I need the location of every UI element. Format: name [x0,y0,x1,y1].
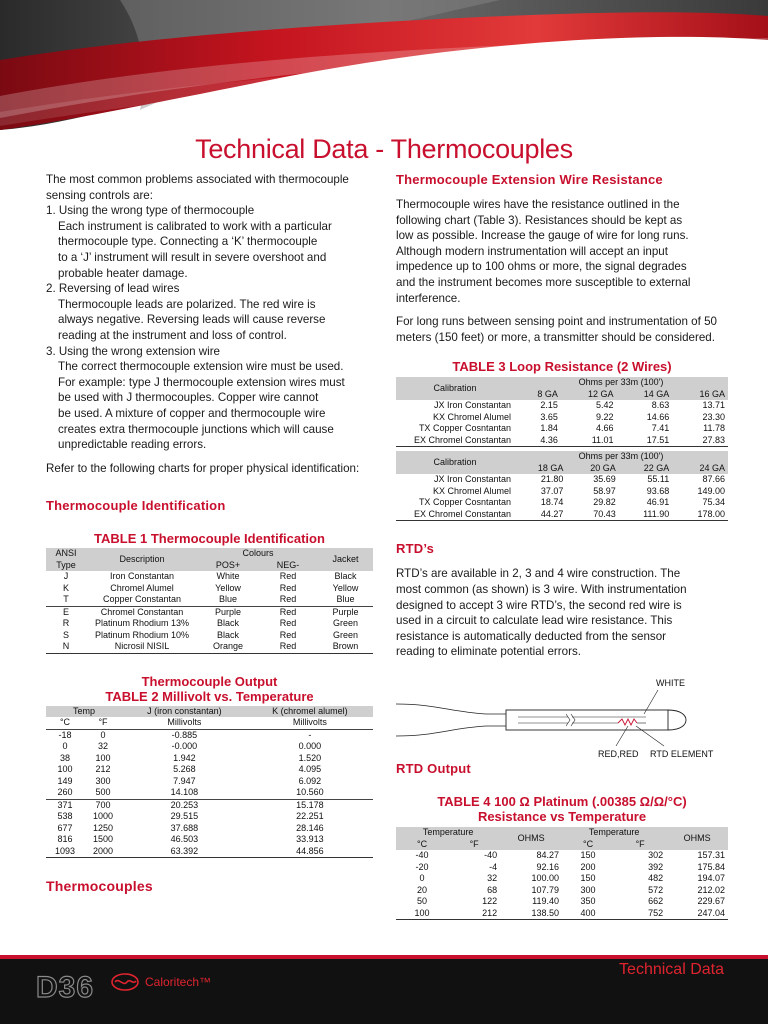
cell: 150 [580,873,596,883]
table-row [46,846,373,858]
table-row [46,583,373,595]
table-row [46,571,373,583]
cell: 29.515 [170,811,199,822]
col-gauge: 16 GA [699,388,725,399]
table-1-identification [46,548,373,654]
cell: Red [279,594,297,605]
cell: 75.34 [702,497,725,508]
cell: 1.520 [298,752,322,763]
rtd-heading: RTD’s [396,541,435,557]
cell: Black [334,571,357,582]
cell: Black [216,618,239,629]
table-3-loop-resistance-a [396,377,728,447]
cell: 9.22 [596,411,614,422]
refer-text: Refer to the following charts for proper physical identification: [46,461,360,475]
cell: 4.66 [596,423,614,434]
col-jacket: Jacket [332,554,359,565]
footer [0,955,768,1024]
cell: 93.68 [646,485,670,496]
table-3-title: TABLE 3 Loop Resistance (2 Wires) [452,359,672,375]
table-3-header-row [396,377,728,389]
table-row [396,862,728,874]
table-row [46,799,373,811]
cell: 149.00 [697,485,725,496]
cell: 260 [57,787,73,798]
cell: 4.095 [298,764,322,775]
text-line: and the instrument becomes more susceptible to external [396,275,691,289]
cell: S [62,629,69,640]
cell: Copper Constantan [102,594,182,605]
cell: 107.79 [531,884,559,895]
problem-2-line: Thermocouple leads are polarized. The red wire is [58,297,316,311]
brand [110,971,211,993]
cell: 46.91 [646,497,670,508]
cell: 150 [580,850,596,860]
cell: 29.82 [593,497,616,508]
table-2-subheader-row [46,717,373,729]
cell: 3.65 [540,411,558,422]
cell: 100 [57,764,73,775]
table-row [396,497,728,509]
cell: Blue [336,594,355,605]
cell: Red [258,641,318,653]
cell: 7.947 [173,775,196,786]
rtd-output-heading: RTD Output [396,761,471,776]
col-ohms: Ohms per 33m (100') [578,377,664,388]
col-temperature-1: Temperature [422,827,474,837]
col-ohms: Ohms per 33m (100') [578,451,664,462]
table-2-title-2: TABLE 2 Millivolt vs. Temperature [105,688,314,704]
cell: 677 [57,822,73,833]
cell: 0 [62,741,68,752]
cell: JX Iron Constantan [433,400,511,411]
cell: 23.30 [702,411,725,422]
cell: 1.84 [540,423,558,434]
cell: 212.02 [697,884,725,895]
table-row [396,474,728,486]
cell: 100 [396,908,448,920]
cell: 1500 [92,834,114,845]
col-calibration: Calibration [433,383,477,394]
cell: 33.913 [296,834,324,845]
cell: Platinum Rhodium 10% [94,629,190,640]
cell: 212 [95,764,111,775]
text-line: impedence up to 100 ohms or more, the signal degrades [396,260,687,274]
col-ohms-2: OHMS [683,832,711,843]
cell: 35.69 [593,474,616,485]
cell: 229.67 [697,896,725,906]
cell: 300 [580,884,596,895]
table-3b-header-row [396,451,728,463]
cell: EX Chromel Constantan [396,435,514,447]
cell: Brown [318,641,373,653]
cell: 2.15 [540,400,558,411]
table-row [396,850,728,862]
cell: 662 [648,896,664,906]
cell: 18.74 [540,497,564,508]
col-f: °F [98,717,108,728]
cell: 27.83 [672,435,728,447]
cell: Purple [198,606,258,618]
col-mv-k: Millivolts [292,717,327,728]
problem-3-line: The correct thermocouple extension wire must be used. [58,360,344,374]
table-1-header-row [46,548,373,560]
brand-name: Caloritech™ [145,975,212,989]
table-row [46,787,373,799]
cell: TX Copper Cosntantan [418,423,511,434]
table-row [396,896,728,908]
cell: 538 [57,811,73,822]
label-rtd-element: RTD ELEMENT [650,749,714,759]
cell: 44.27 [514,509,566,521]
cell: 500 [95,787,111,798]
cell: 111.90 [619,509,673,521]
right-column [396,172,728,660]
cell: 46.503 [170,834,199,845]
cell: 13.71 [702,400,725,411]
table-row [396,435,728,447]
cell: KX Chromel Alumel [432,485,511,496]
cell: 20 [417,884,428,895]
page-number: D36 [36,971,95,1004]
col-description: Description [119,554,165,565]
text-line: interference. [396,291,461,305]
table-row [46,776,373,788]
left-column [46,172,373,894]
problem-1-line: Each instrument is calibrated to work with a particular [58,219,332,233]
label-red-red: RED,RED [598,749,639,759]
cell: R [62,618,70,629]
thermocouples-heading: Thermocouples [46,878,153,895]
problem-1-line: probable heater damage. [58,266,188,280]
problem-1-line: to a ‘J’ instrument will result in severe overshoot and [58,250,327,264]
cell: 300 [95,775,111,786]
cell: 7.41 [651,423,670,434]
col-calibration: Calibration [433,457,477,468]
text-line: used in a circuit to calculate lead wire resistance. This [396,614,673,628]
cell: 1093 [46,846,84,858]
cell: 37.07 [540,485,564,496]
rtd-output-section [396,761,728,920]
cell: EX Chromel Constantan [396,509,514,521]
col-gauge: 20 GA [590,462,616,473]
problem-3-line: creates extra thermocouple junctions which will cause [58,422,334,436]
table-row [396,423,728,435]
cell: 100 [95,752,111,763]
cell: 149 [57,775,73,786]
cell: 22.251 [296,811,324,822]
col-k: K (chromel alumel) [272,705,348,716]
cell: 247.04 [666,908,728,920]
cell: 700 [84,799,122,811]
col-ohms-1: OHMS [517,832,545,843]
problem-1-line: thermocouple type. Connecting a ‘K’ thermocouple [58,235,318,249]
page-title: Technical Data - Thermocouples [195,134,573,164]
table-row [46,630,373,642]
col-gauge: 18 GA [537,462,564,473]
table-2-millivolts [46,706,373,859]
cell: 5.42 [596,400,614,411]
col-temp: Temp [72,705,95,716]
col-c2: °C [582,838,594,849]
text-line: most common (as shown) is 3 wire. With instrumentation [396,582,687,596]
cell: 5.268 [173,764,196,775]
table-row [396,412,728,424]
cell: 194.07 [697,873,725,883]
cell: -18 [46,729,84,741]
problem-3-line: unpredictable reading errors. [58,438,207,452]
col-c: °C [59,717,71,728]
cell: T [63,594,69,605]
cell: 87.66 [702,474,725,485]
table-3-loop-resistance-b [396,451,728,521]
col-gauge: 22 GA [643,462,670,473]
cell: 200 [580,861,596,872]
cell: - [247,729,373,741]
cell: Chromel Constantan [86,606,198,618]
col-gauge: 14 GA [643,388,670,399]
rtd-diagram [396,676,756,761]
cell: 15.178 [247,799,373,811]
cell: Red [279,618,297,629]
cell: 752 [614,908,666,920]
cell: 119.40 [532,896,559,906]
col-neg: NEG- [276,559,300,570]
cell: 37.688 [170,822,199,833]
cell: 55.11 [647,474,670,485]
cell: 212 [448,908,500,920]
table-row [46,753,373,765]
table-row [46,811,373,823]
cell: Black [216,629,239,640]
cell: 21.80 [540,474,564,485]
rtd-probe-drawing [396,676,756,761]
table-row [396,873,728,885]
text-line: meters (150 feet) or more, a transmitter should be considered. [396,330,715,344]
cell: E [46,606,86,618]
text-line: reading to eliminate potential errors. [396,645,581,659]
cell: Purple [318,606,373,618]
cell: -4 [489,861,498,872]
cell: 482 [648,873,664,883]
col-gauge: 12 GA [588,388,614,399]
table-1-title: TABLE 1 Thermocouple Identification [94,531,325,547]
header-banner [0,0,768,130]
problem-2-line: reading at the instrument and loss of control. [58,328,287,342]
cell: 392 [648,861,664,872]
cell: 28.146 [296,822,324,833]
caloritech-logo-icon [110,971,140,993]
table-4-header-row [396,827,728,839]
table-row [46,641,373,653]
cell: Nicrosil NISIL [86,641,198,653]
cell: 157.31 [697,850,725,860]
cell: 14.66 [646,411,670,422]
cell: -20 [415,861,429,872]
intro-text: The most common problems associated with thermocouple sensing controls are: [46,173,349,202]
cell: 50 [417,896,428,906]
cell: Blue [218,594,237,605]
text-line: For long runs between sensing point and instrumentation of 50 [396,315,717,329]
cell: 32 [97,741,108,752]
col-temperature-2: Temperature [588,827,640,837]
cell: 178.00 [672,509,728,521]
table-row [396,509,728,521]
cell: 175.84 [697,861,725,872]
col-colours: Colours [242,548,274,559]
cell: -0.885 [122,729,247,741]
cell: Chromel Alumel [110,582,174,593]
cell: Yellow [332,582,359,593]
table-row [46,823,373,835]
cell: 1000 [92,811,114,822]
table-row [46,618,373,630]
table-2-header-row [46,706,373,718]
col-c1: °C [416,838,428,849]
col-type: Type [56,559,76,570]
cell: J [63,571,69,582]
text-line: resistance is automatically deducted from the sensor [396,629,667,643]
table-row [46,741,373,753]
cell: 38 [59,752,70,763]
col-j: J (iron constantan) [147,705,222,716]
cell: KX Chromel Alumel [432,411,511,422]
text-line: RTD’s are available in 2, 3 and 4 wire construction. The [396,567,681,581]
extension-paragraph-1 [396,197,728,306]
problem-3-line: be used. A mixture of copper and thermocouple wire [58,406,326,420]
cell: Yellow [215,582,241,593]
cell: 44.856 [247,846,373,858]
col-ansi: ANSI [55,548,77,559]
cell: 8.63 [651,400,670,411]
problem-2-heading: 2. Reversing of lead wires [46,282,180,296]
cell: Iron Constantan [109,571,175,582]
table-row [46,594,373,606]
footer-red-line [0,955,768,959]
cell: 84.27 [536,850,559,860]
col-gauge: 24 GA [699,462,725,473]
problem-3-line: For example: type J thermocouple extension wires must [58,375,345,389]
cell: 11.01 [561,435,617,447]
cell: 122 [482,896,498,906]
cell: 1.942 [173,752,196,763]
cell: 4.36 [514,435,561,447]
banner-graphic [0,0,768,130]
cell: N [46,641,86,653]
cell: Red [279,571,297,582]
cell: 371 [46,799,84,811]
cell: -40 [484,850,498,860]
col-mv-j: Millivolts [167,717,202,728]
label-white: WHITE [656,678,685,688]
cell: 816 [57,834,73,845]
table-row [46,606,373,618]
cell: 63.392 [122,846,247,858]
cell: 68 [487,884,498,895]
text-line: low as possible. Increase the gauge of wire for long runs. [396,229,689,243]
cell: Red [258,606,318,618]
cell: Red [279,582,297,593]
cell: 0 [84,729,122,741]
cell: Platinum Rhodium 13% [94,618,190,629]
table-4-title-2: Resistance vs Temperature [477,809,647,824]
table-row [396,400,728,412]
intro-section [46,172,373,476]
problem-1-heading: 1. Using the wrong type of thermocouple [46,204,255,218]
table-2-title-1: Thermocouple Output [141,673,278,689]
identification-heading: Thermocouple Identification [46,498,226,514]
text-line: following chart (Table 3). Resistances should be kept as [396,213,683,227]
table-row [396,885,728,897]
rtd-paragraph [396,566,728,660]
problem-3-line: be used with J thermocouples. Copper wire cannot [58,391,319,405]
cell: Orange [198,641,258,653]
problem-2-line: always negative. Reversing leads will cause reverse [58,313,326,327]
cell: 400 [562,908,614,920]
cell: 17.51 [617,435,673,447]
cell: -0.000 [171,741,198,752]
col-f2: °F [635,838,645,849]
cell: 2000 [84,846,122,858]
cell: 32 [487,873,498,883]
col-pos: POS+ [215,559,241,570]
cell: 1250 [92,822,114,833]
cell: Green [332,618,358,629]
table-4-platinum [396,827,728,920]
table-row [396,486,728,498]
footer-section-label: Technical Data [619,961,724,978]
table-row [46,729,373,741]
text-line: Although modern instrumentation will accept an input [396,244,668,258]
table-4-title-1: TABLE 4 100 Ω Platinum (.00385 Ω/Ω/°C) [437,794,687,809]
extension-heading: Thermocouple Extension Wire Resistance [396,172,663,187]
cell: White [216,571,240,582]
cell: 92.16 [536,861,559,872]
cell: K [62,582,69,593]
cell: 58.97 [593,485,616,496]
extension-paragraph-2 [396,314,728,345]
cell: 572 [648,884,664,895]
problem-3-heading: 3. Using the wrong extension wire [46,344,220,358]
table-row [46,764,373,776]
cell: Green [332,629,358,640]
cell: Red [279,629,297,640]
cell: 6.092 [298,775,322,786]
cell: 302 [648,850,664,860]
cell: -40 [415,850,429,860]
cell: 20.253 [122,799,247,811]
col-gauge: 8 GA [537,388,558,399]
text-line: Thermocouple wires have the resistance outlined in the [396,198,680,211]
col-f1: °F [469,838,479,849]
cell: 350 [580,896,596,906]
cell: 11.78 [703,423,725,434]
cell: 70.43 [566,509,618,521]
cell: 138.50 [500,908,562,920]
cell: 100.00 [531,873,559,883]
text-line: designed to accept 3 wire RTD’s, the second red wire is [396,598,682,612]
cell: 14.108 [170,787,199,798]
cell: 0.000 [298,741,322,752]
cell: 0 [419,873,425,883]
cell: JX Iron Constantan [433,474,511,485]
table-row [396,908,728,920]
cell: 10.560 [296,787,324,798]
cell: TX Copper Cosntantan [418,497,511,508]
table-row [46,834,373,846]
